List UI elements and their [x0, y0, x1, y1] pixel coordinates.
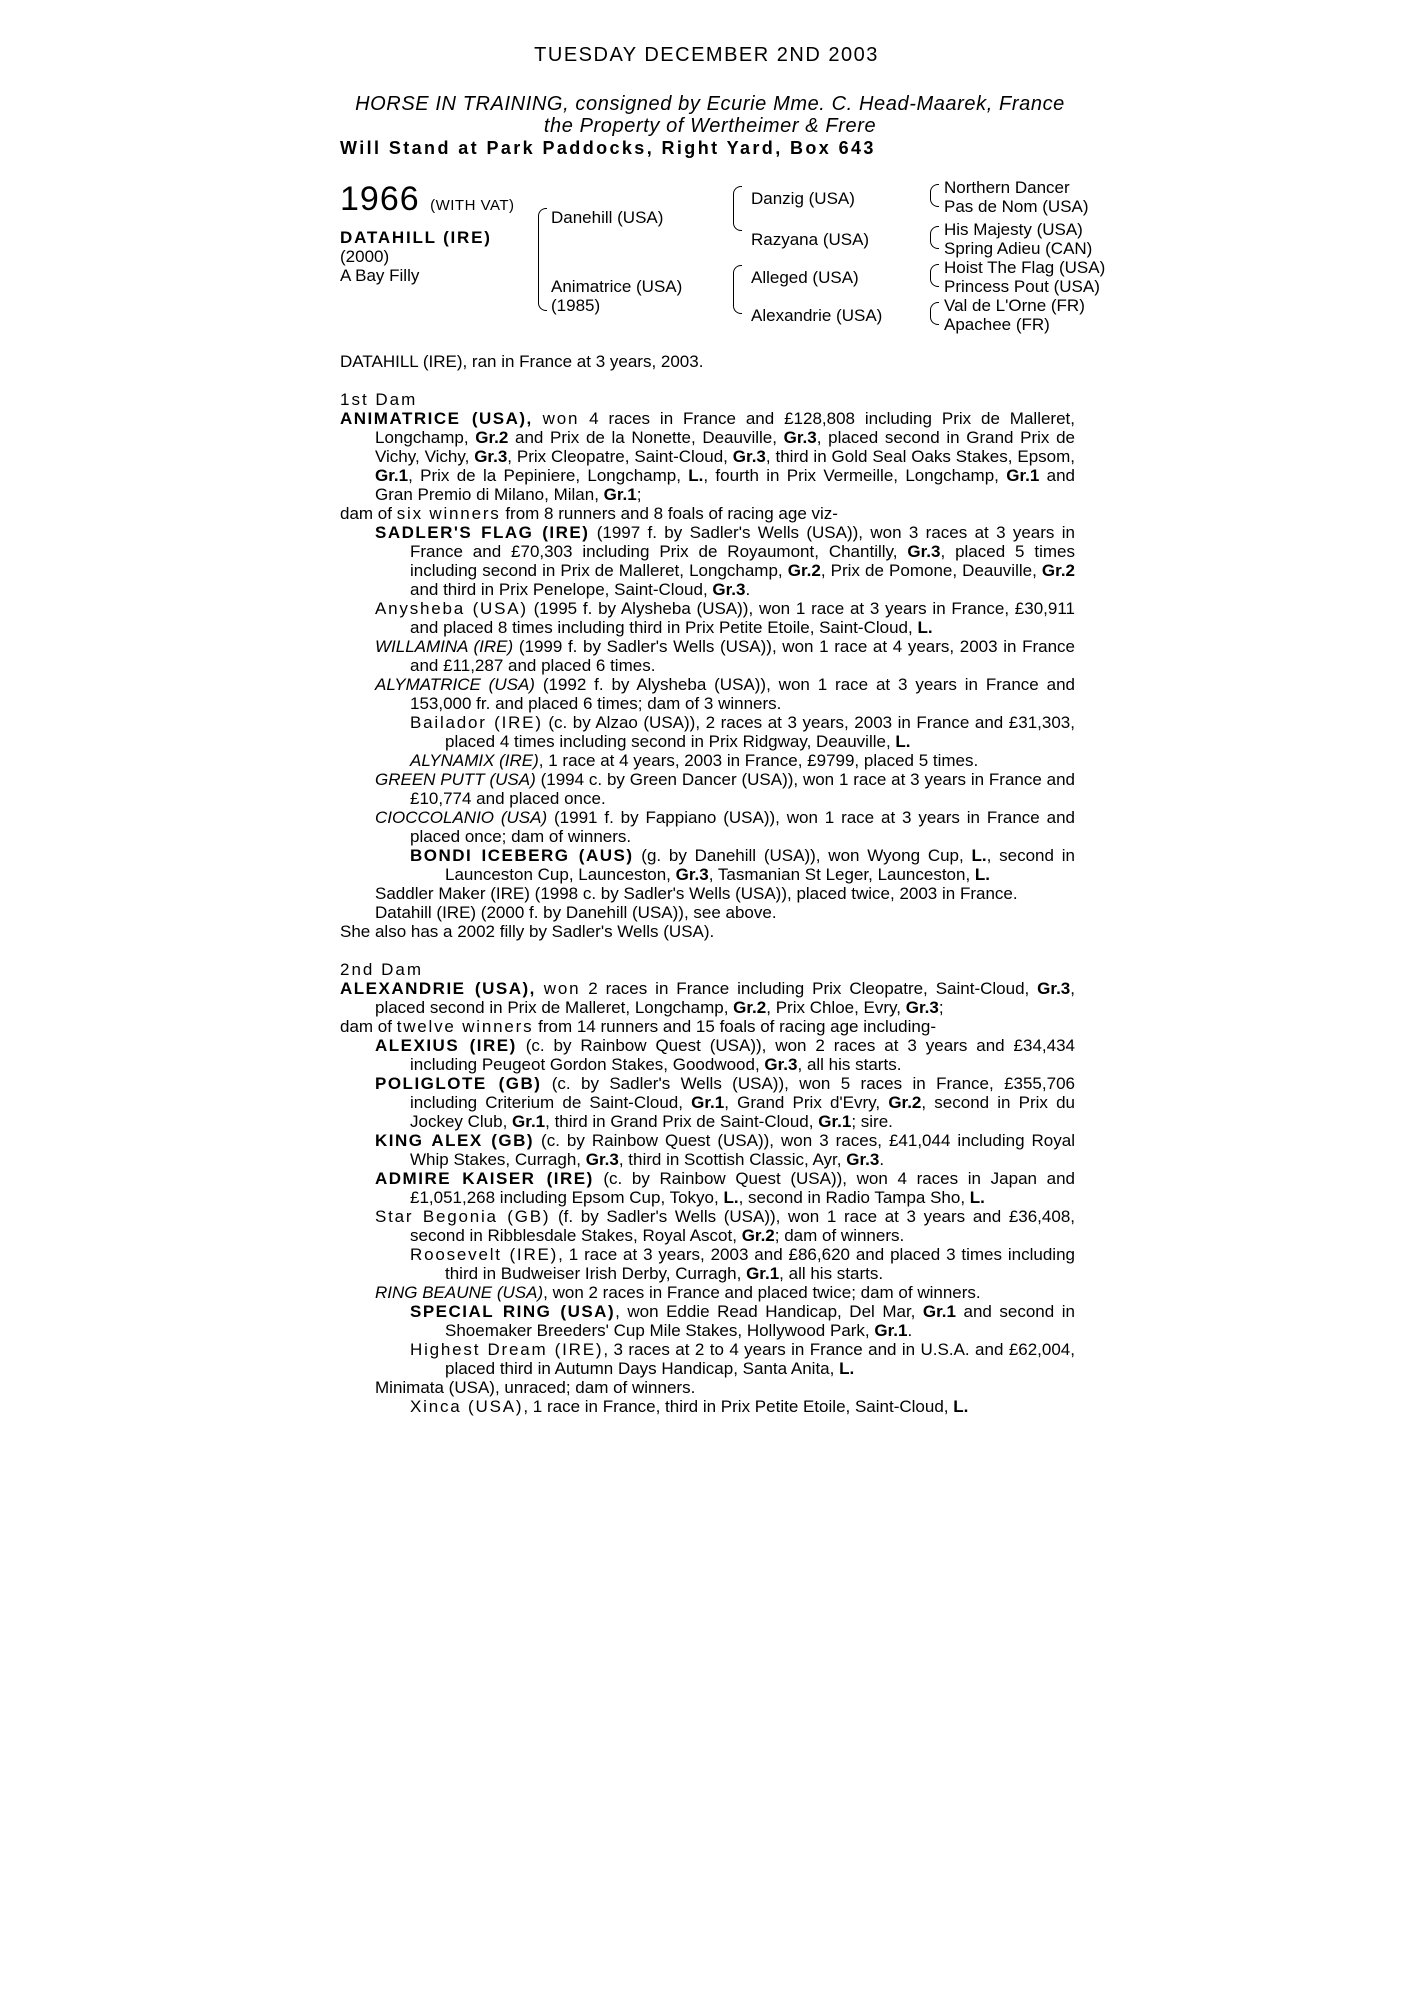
produce-entry: ALYNAMIX (IRE), 1 race at 4 years, 2003 in France, £9799, placed 5 times.	[410, 751, 979, 770]
intro-line: DATAHILL (IRE), ran in France at 3 years, 2003.	[340, 352, 704, 371]
pedigree-ancestor: Northern Dancer	[944, 178, 1070, 197]
pedigree-brace	[733, 186, 742, 205]
produce-entry: SADLER'S FLAG (IRE) (1997 f. by Sadler's Wells (USA)), won 3 races at 3 years in France and £70,303 including Prix de Royaumont, Chantilly, Gr.3, placed 5 times including second in Prix de Malleret, Longchamp, Gr.2, Prix de Pomone, Deauville, Gr.2 and third in Prix Penelope, Saint-Cloud, Gr.3.	[375, 523, 1076, 599]
pedigree-dam-year: (1985)	[551, 296, 601, 315]
consignment-line: HORSE IN TRAINING, consigned by Ecurie Mme. C. Head-Maarek, France	[355, 93, 1065, 115]
first-dam-heading: 1st Dam	[340, 390, 418, 409]
produce-entry: KING ALEX (GB) (c. by Rainbow Quest (USA)), won 3 races, £41,044 including Royal Whip Stakes, Curragh, Gr.3, third in Scottish Classic, Ayr, Gr.3.	[375, 1131, 1075, 1169]
horse-name: DATAHILL (IRE)	[340, 228, 492, 247]
pedigree-dam-dam: Alexandrie (USA)	[751, 306, 883, 325]
pedigree-ancestor: Pas de Nom (USA)	[944, 197, 1089, 216]
pedigree-sire-sire: Danzig (USA)	[751, 189, 855, 208]
pedigree-ancestor: Val de L'Orne (FR)	[944, 296, 1085, 315]
produce-entry: GREEN PUTT (USA) (1994 c. by Green Dancer (USA)), won 1 race at 3 years in France and £10,774 and placed once.	[375, 770, 1075, 808]
vat-note: (WITH VAT)	[430, 197, 515, 214]
second-dam-record: ALEXANDRIE (USA), won 2 races in France including Prix Cleopatre, Saint-Cloud, Gr.3, placed second in Prix de Malleret, Longchamp, Gr.2, Prix Chloe, Evry, Gr.3;	[340, 979, 1075, 1017]
produce-entry: Bailador (IRE) (c. by Alzao (USA)), 2 races at 3 years, 2003 in France and £31,303, placed 4 times including second in Prix Ridgway, Deauville, L.	[410, 713, 1075, 751]
pedigree-sire-dam: Razyana (USA)	[751, 230, 870, 249]
produce-entry: Anysheba (USA) (1995 f. by Alysheba (USA)), won 1 race at 3 years in France, £30,911 and placed 8 times including third in Prix Petite Etoile, Saint-Cloud, L.	[375, 599, 1075, 637]
produce-entry: POLIGLOTE (GB) (c. by Sadler's Wells (USA)), won 5 races in France, £355,706 including Criterium de Saint-Cloud, Gr.1, Grand Prix d'Evry, Gr.2, second in Prix du Jockey Club, Gr.1, third in Grand Prix de Saint-Cloud, Gr.1; sire.	[375, 1074, 1076, 1131]
produce-entry: RING BEAUNE (USA), won 2 races in France and placed twice; dam of winners.	[375, 1283, 981, 1302]
lot-number: 1966	[340, 180, 420, 218]
pedigree-sire: Danehill (USA)	[551, 208, 664, 227]
first-dam-produce-summary: dam of six winners from 8 runners and 8 foals of racing age viz-	[340, 504, 838, 523]
produce-entry: ALYMATRICE (USA) (1992 f. by Alysheba (USA)), won 1 race at 3 years in France and 153,000 fr. and placed 6 times; dam of 3 winners.	[375, 675, 1075, 713]
pedigree-ancestor: Princess Pout (USA)	[944, 277, 1100, 296]
sale-date: TUESDAY DECEMBER 2ND 2003	[534, 44, 879, 66]
pedigree-brace	[733, 265, 742, 284]
pedigree-brace	[930, 312, 939, 325]
pedigree-dam: Animatrice (USA)	[551, 277, 683, 296]
pedigree-ancestor: His Majesty (USA)	[944, 220, 1083, 239]
pedigree-brace	[930, 274, 939, 287]
produce-entry: Minimata (USA), unraced; dam of winners.	[375, 1378, 696, 1397]
race-record-text	[340, 352, 1075, 1416]
second-dam-heading: 2nd Dam	[340, 960, 423, 979]
pedigree-brace	[538, 258, 547, 311]
produce-entry: BONDI ICEBERG (AUS) (g. by Danehill (USA)), won Wyong Cup, L., second in Launceston Cup, Launceston, Gr.3, Tasmanian St Leger, Launceston, L.	[410, 846, 1075, 884]
produce-entry: Roosevelt (IRE), 1 race at 3 years, 2003 and £86,620 and placed 3 times including third in Budweiser Irish Derby, Curragh, Gr.1, all his starts.	[410, 1245, 1075, 1283]
also-note: She also has a 2002 filly by Sadler's Wells (USA).	[340, 922, 715, 941]
consignment-block	[340, 93, 1080, 159]
horse-identity	[340, 228, 492, 285]
produce-entry: Datahill (IRE) (2000 f. by Danehill (USA)), see above.	[375, 903, 777, 922]
pedigree-ancestor: Spring Adieu (CAN)	[944, 239, 1093, 258]
produce-entry: Xinca (USA), 1 race in France, third in Prix Petite Etoile, Saint-Cloud, L.	[410, 1397, 969, 1416]
pedigree-ancestor: Hoist The Flag (USA)	[944, 258, 1106, 277]
produce-entry: Star Begonia (GB) (f. by Sadler's Wells (USA)), won 1 race at 3 years and £36,408, second in Ribblesdale Stakes, Royal Ascot, Gr.2; dam of winners.	[375, 1207, 1075, 1245]
second-dam-produce-summary: dam of twelve winners from 14 runners and 15 foals of racing age including-	[340, 1017, 936, 1036]
lot-number-block	[340, 180, 515, 219]
pedigree-brace	[930, 194, 939, 207]
stable-location: Will Stand at Park Paddocks, Right Yard, Box 643	[340, 138, 876, 158]
pedigree-brace	[733, 283, 742, 314]
produce-entry: Saddler Maker (IRE) (1998 c. by Sadler's Wells (USA)), placed twice, 2003 in France.	[375, 884, 1018, 903]
property-line: the Property of Wertheimer & Frere	[543, 115, 877, 137]
pedigree-brace	[733, 204, 742, 231]
produce-entry: Highest Dream (IRE), 3 races at 2 to 4 years in France and in U.S.A. and £62,004, placed third in Autumn Days Handicap, Santa Anita, L.	[410, 1340, 1075, 1378]
first-dam-record: ANIMATRICE (USA), won 4 races in France and £128,808 including Prix de Malleret, Longchamp, Gr.2 and Prix de la Nonette, Deauville, Gr.3, placed second in Grand Prix de Vichy, Vichy, Gr.3, Prix Cleopatre, Saint-Cloud, Gr.3, third in Gold Seal Oaks Stakes, Epsom, Gr.1, Prix de la Pepiniere, Longchamp, L., fourth in Prix Vermeille, Longchamp, Gr.1 and Gran Premio di Milano, Milan, Gr.1;	[340, 409, 1075, 504]
produce-entry: ADMIRE KAISER (IRE) (c. by Rainbow Quest (USA)), won 4 races in Japan and £1,051,268 including Epsom Cup, Tokyo, L., second in Radio Tampa Sho, L.	[375, 1169, 1075, 1207]
pedigree-ancestor: Apachee (FR)	[944, 315, 1050, 334]
pedigree-brace	[538, 208, 547, 259]
horse-description: A Bay Filly	[340, 266, 420, 285]
pedigree-dam-sire: Alleged (USA)	[751, 268, 859, 287]
produce-entry: ALEXIUS (IRE) (c. by Rainbow Quest (USA)), won 2 races at 3 years and £34,434 including Peugeot Gordon Stakes, Goodwood, Gr.3, all his starts.	[375, 1036, 1075, 1074]
produce-entry: CIOCCOLANIO (USA) (1991 f. by Fappiano (USA)), won 1 race at 3 years in France and placed once; dam of winners.	[375, 808, 1075, 846]
pedigree-brace	[930, 236, 939, 249]
produce-entry: SPECIAL RING (USA), won Eddie Read Handicap, Del Mar, Gr.1 and second in Shoemaker Breeders' Cup Mile Stakes, Hollywood Park, Gr.1.	[410, 1302, 1075, 1340]
foaling-year: (2000)	[340, 247, 390, 266]
produce-entry: WILLAMINA (IRE) (1999 f. by Sadler's Wells (USA)), won 1 race at 4 years, 2003 in France and £11,287 and placed 6 times.	[375, 637, 1075, 675]
